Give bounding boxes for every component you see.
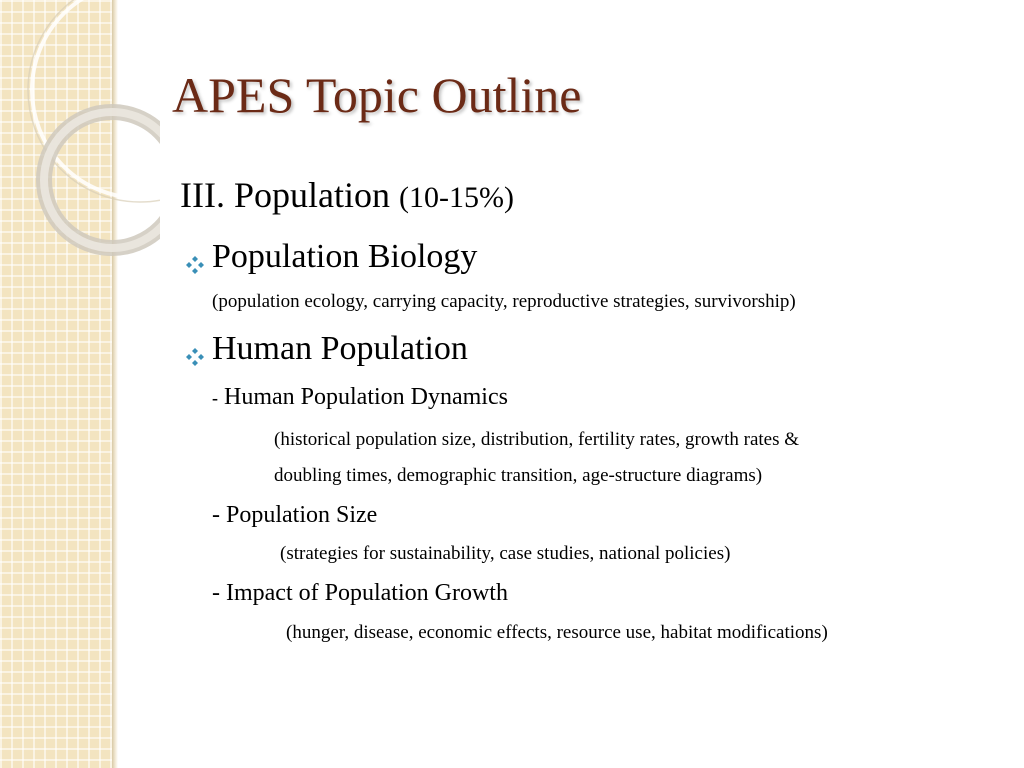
subtopic-dash: - xyxy=(212,388,218,408)
subtopic-description: doubling times, demographic transition, age-structure diagrams) xyxy=(274,465,763,486)
four-diamond-bullet-icon xyxy=(184,339,206,361)
subtopic-description: (hunger, disease, economic effects, resource use, habitat modifications) xyxy=(286,622,828,643)
section-heading xyxy=(180,174,514,216)
subtopic-heading xyxy=(212,384,508,411)
subtopic-label: Human Population Dynamics xyxy=(224,384,508,410)
section-heading-text: III. Population xyxy=(180,175,390,215)
subtopic-heading: - Impact of Population Growth xyxy=(212,580,508,606)
bullet-item xyxy=(184,238,477,276)
slide-title: APES Topic Outline xyxy=(172,67,582,123)
section-percent: (10-15%) xyxy=(398,181,514,214)
bullet-label: Population Biology xyxy=(212,238,478,275)
subtopic-description: (historical population size, distribution, fertility rates, growth rates & xyxy=(274,429,800,450)
bullet-item xyxy=(184,330,468,368)
bullet-label: Human Population xyxy=(212,330,468,367)
four-diamond-bullet-icon xyxy=(184,247,206,269)
bullet-description: (population ecology, carrying capacity, reproductive strategies, survivorship) xyxy=(212,291,796,312)
subtopic-heading: - Population Size xyxy=(212,502,378,528)
subtopic-description: (strategies for sustainability, case studies, national policies) xyxy=(280,543,731,564)
